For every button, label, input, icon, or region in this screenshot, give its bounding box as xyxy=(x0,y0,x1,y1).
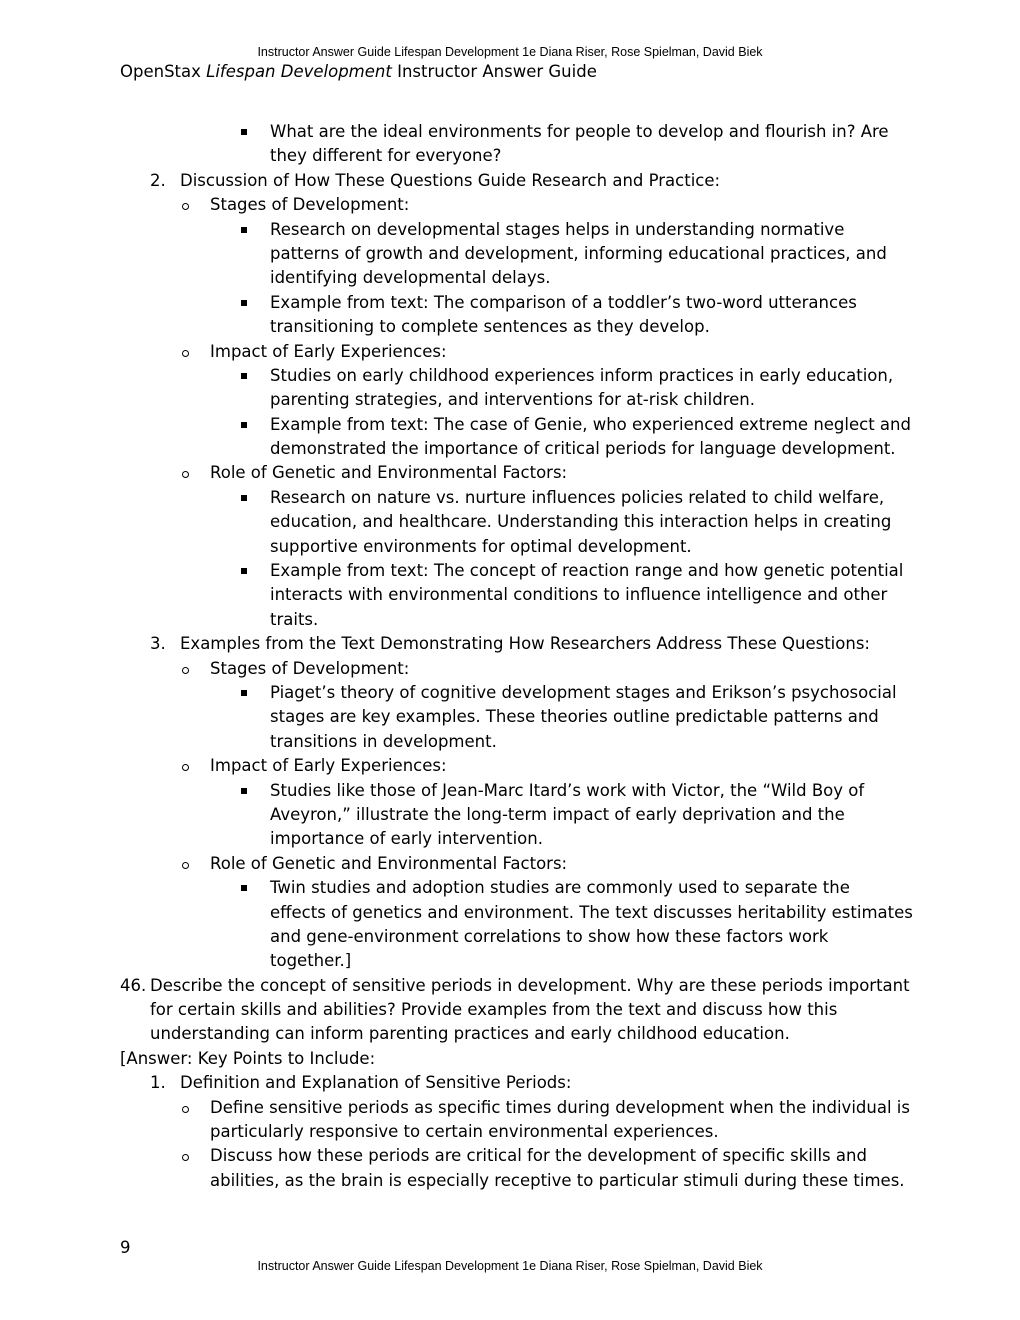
header-title-prefix: OpenStax xyxy=(120,62,207,81)
text-line xyxy=(0,218,1020,242)
text-line xyxy=(0,437,1020,461)
line-text: Impact of Early Experiences: xyxy=(210,341,447,361)
line-text: Role of Genetic and Environmental Factors: xyxy=(210,463,568,483)
text-line xyxy=(0,388,1020,412)
line-text: Define sensitive periods as specific times during development when the individual is xyxy=(210,1097,910,1117)
text-line xyxy=(0,681,1020,705)
text-line xyxy=(0,1144,1020,1168)
text-line xyxy=(0,705,1020,729)
square-bullet-icon xyxy=(241,568,247,574)
text-line xyxy=(0,974,1020,998)
line-text: Example from text: The comparison of a toddler’s two-word utterances xyxy=(270,292,857,312)
line-text: particularly responsive to certain environmental experiences. xyxy=(210,1122,719,1142)
text-line xyxy=(0,925,1020,949)
text-line xyxy=(0,998,1020,1022)
circle-bullet-icon xyxy=(182,1106,189,1113)
square-bullet-icon xyxy=(241,422,247,428)
line-text: Twin studies and adoption studies are commonly used to separate the xyxy=(270,878,850,898)
bottom-credit-line: Instructor Answer Guide Lifespan Development 1e Diana Riser, Rose Spielman, David Biek xyxy=(257,1259,763,1273)
line-text: Impact of Early Experiences: xyxy=(210,756,447,776)
circle-bullet-icon xyxy=(182,862,189,869)
answer-content xyxy=(0,120,1020,1193)
line-text: Aveyron,” illustrate the long-term impact of early deprivation and the xyxy=(270,804,845,824)
square-bullet-icon xyxy=(241,373,247,379)
text-line xyxy=(0,876,1020,900)
line-text: for certain skills and abilities? Provide examples from the text and discuss how this xyxy=(150,1000,838,1020)
line-text: [Answer: Key Points to Include: xyxy=(120,1048,376,1068)
text-line xyxy=(0,340,1020,364)
line-text: Stages of Development: xyxy=(210,658,410,678)
square-bullet-icon xyxy=(241,788,247,794)
text-line xyxy=(0,1169,1020,1193)
circle-bullet-icon xyxy=(182,667,189,674)
page-number: 9 xyxy=(120,1238,131,1257)
text-line xyxy=(0,1022,1020,1046)
line-text: abilities, as the brain is especially receptive to particular stimuli during these times. xyxy=(210,1170,905,1190)
top-credit-line: Instructor Answer Guide Lifespan Development 1e Diana Riser, Rose Spielman, David Biek xyxy=(257,45,763,59)
text-line xyxy=(0,1120,1020,1144)
line-text: they different for everyone? xyxy=(270,146,502,166)
line-text: Research on nature vs. nurture influences policies related to child welfare, xyxy=(270,487,885,507)
text-line xyxy=(0,827,1020,851)
text-line xyxy=(0,266,1020,290)
text-line xyxy=(0,315,1020,339)
line-text: Discussion of How These Questions Guide Research and Practice: xyxy=(180,170,721,190)
list-number: 2. xyxy=(150,170,166,190)
text-line xyxy=(0,1096,1020,1120)
text-line xyxy=(0,120,1020,144)
list-number: 46. xyxy=(120,975,147,995)
line-text: Research on developmental stages helps in understanding normative xyxy=(270,219,845,239)
text-line xyxy=(0,169,1020,193)
circle-bullet-icon xyxy=(182,764,189,771)
text-line xyxy=(0,193,1020,217)
text-line xyxy=(0,657,1020,681)
text-line xyxy=(0,754,1020,778)
line-text: transitions in development. xyxy=(270,731,497,751)
line-text: effects of genetics and environment. The text discusses heritability estimates xyxy=(270,902,913,922)
line-text: Piaget’s theory of cognitive development stages and Erikson’s psychosocial xyxy=(270,682,897,702)
line-text: importance of early intervention. xyxy=(270,829,543,849)
page-header-title xyxy=(120,62,597,81)
line-text: Definition and Explanation of Sensitive Periods: xyxy=(180,1073,572,1093)
line-text: Studies on early childhood experiences inform practices in early education, xyxy=(270,365,894,385)
line-text: Role of Genetic and Environmental Factors: xyxy=(210,853,568,873)
square-bullet-icon xyxy=(241,495,247,501)
line-text: Describe the concept of sensitive periods in development. Why are these periods important xyxy=(150,975,910,995)
line-text: Studies like those of Jean-Marc Itard’s work with Victor, the “Wild Boy of xyxy=(270,780,865,800)
text-line xyxy=(0,559,1020,583)
text-line xyxy=(0,730,1020,754)
square-bullet-icon xyxy=(241,690,247,696)
text-line xyxy=(0,779,1020,803)
text-line xyxy=(0,291,1020,315)
line-text: patterns of growth and development, informing educational practices, and xyxy=(270,243,887,263)
line-text: Example from text: The case of Genie, who experienced extreme neglect and xyxy=(270,414,911,434)
text-line xyxy=(0,852,1020,876)
text-line xyxy=(0,364,1020,388)
line-text: Discuss how these periods are critical for the development of specific skills and xyxy=(210,1146,867,1166)
line-text: demonstrated the importance of critical periods for language development. xyxy=(270,439,896,459)
text-line xyxy=(0,803,1020,827)
text-line xyxy=(0,1047,1020,1071)
circle-bullet-icon xyxy=(182,203,189,210)
text-line xyxy=(0,949,1020,973)
text-line xyxy=(0,242,1020,266)
square-bullet-icon xyxy=(241,129,247,135)
line-text: stages are key examples. These theories outline predictable patterns and xyxy=(270,707,879,727)
text-line xyxy=(0,486,1020,510)
line-text: traits. xyxy=(270,609,319,629)
text-line xyxy=(0,510,1020,534)
line-text: transitioning to complete sentences as they develop. xyxy=(270,317,710,337)
circle-bullet-icon xyxy=(182,471,189,478)
line-text: Stages of Development: xyxy=(210,195,410,215)
header-title-italic: Lifespan Development xyxy=(206,62,392,81)
text-line xyxy=(0,461,1020,485)
line-text: What are the ideal environments for people to develop and flourish in? Are xyxy=(270,122,889,141)
line-text: parenting strategies, and interventions for at-risk children. xyxy=(270,390,755,410)
line-text: understanding can inform parenting practices and early childhood education. xyxy=(150,1024,790,1044)
circle-bullet-icon xyxy=(182,350,189,357)
line-text: and gene-environment correlations to show how these factors work xyxy=(270,926,829,946)
line-text: together.] xyxy=(270,951,352,971)
line-text: Examples from the Text Demonstrating How Researchers Address These Questions: xyxy=(180,634,870,654)
text-line xyxy=(0,144,1020,168)
header-title-suffix: Instructor Answer Guide xyxy=(391,62,597,81)
text-line xyxy=(0,535,1020,559)
text-line xyxy=(0,1071,1020,1095)
line-text: identifying developmental delays. xyxy=(270,268,551,288)
text-line xyxy=(0,901,1020,925)
list-number: 1. xyxy=(150,1073,166,1093)
square-bullet-icon xyxy=(241,227,247,233)
square-bullet-icon xyxy=(241,300,247,306)
line-text: Example from text: The concept of reaction range and how genetic potential xyxy=(270,561,904,581)
line-text: supportive environments for optimal development. xyxy=(270,536,692,556)
square-bullet-icon xyxy=(241,885,247,891)
line-text: interacts with environmental conditions to influence intelligence and other xyxy=(270,585,888,605)
text-line xyxy=(0,413,1020,437)
line-text: education, and healthcare. Understanding this interaction helps in creating xyxy=(270,512,892,532)
circle-bullet-icon xyxy=(182,1154,189,1161)
text-line xyxy=(0,608,1020,632)
text-line xyxy=(0,583,1020,607)
list-number: 3. xyxy=(150,634,166,654)
text-line xyxy=(0,632,1020,656)
